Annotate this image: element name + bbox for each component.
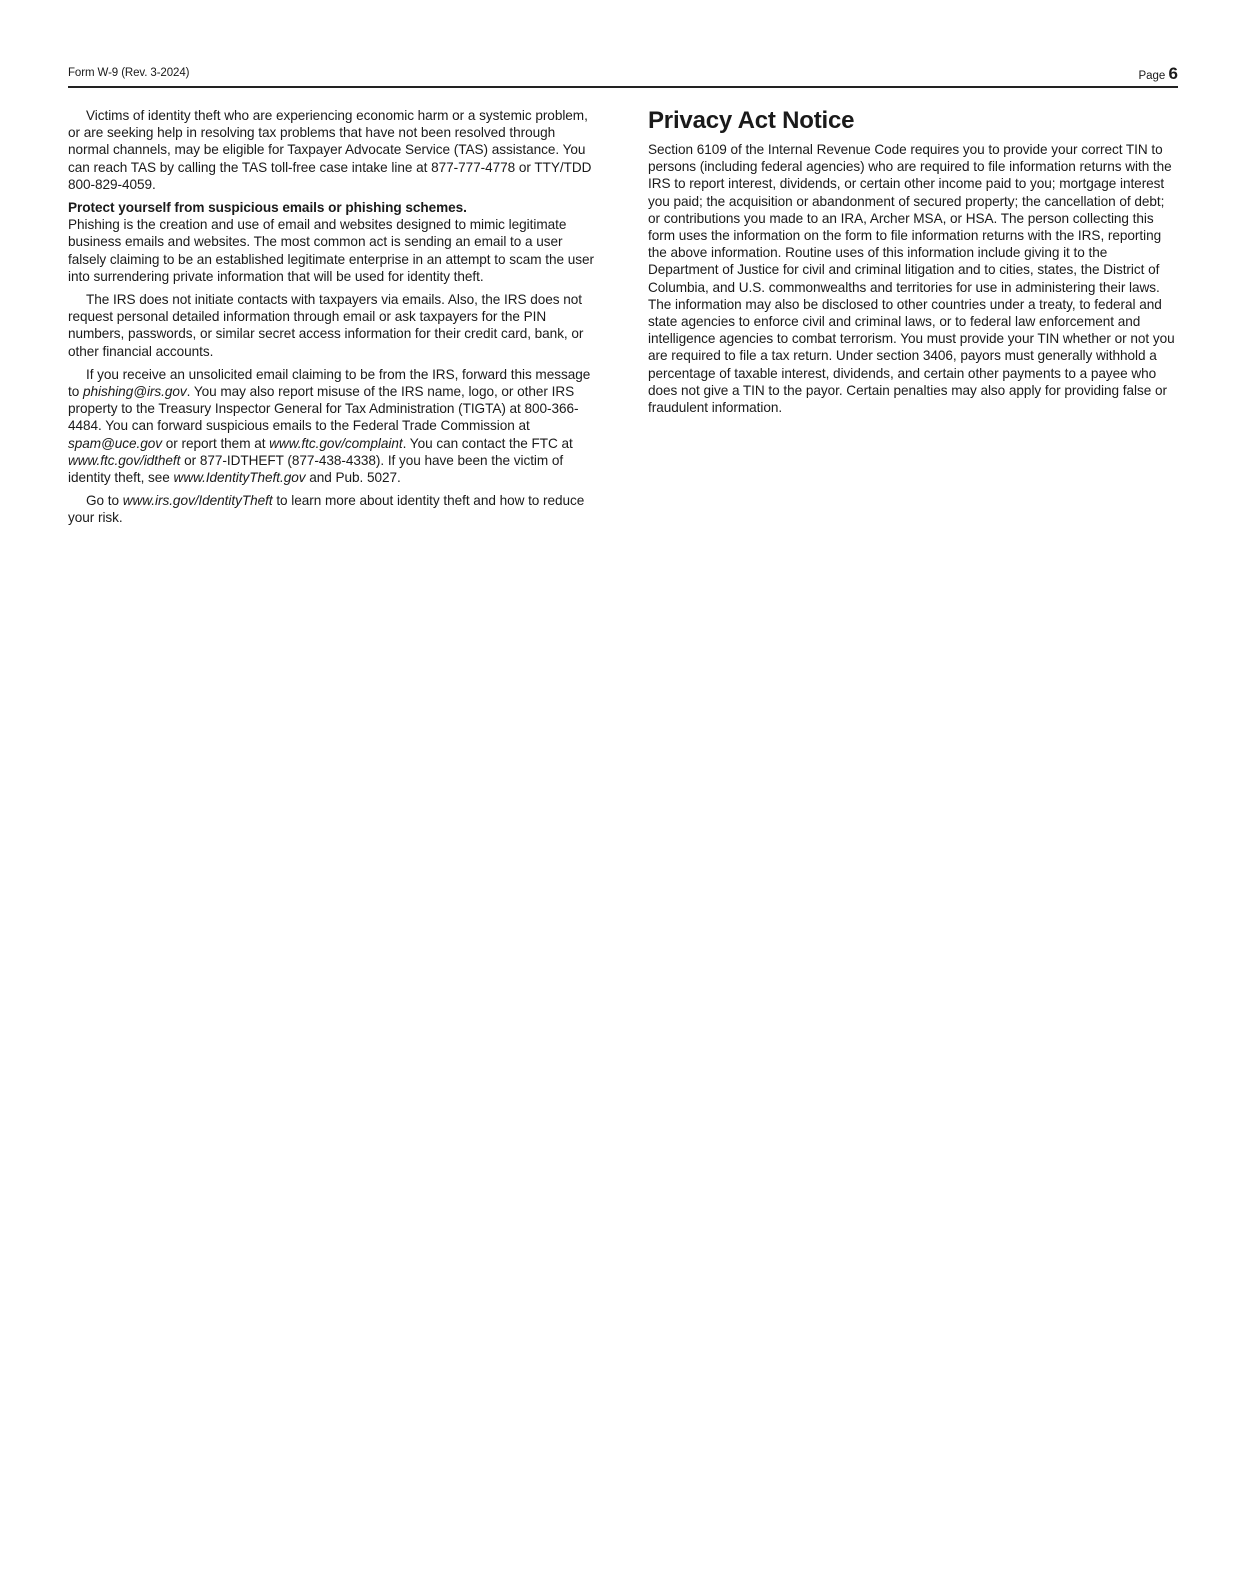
phishing-body: Phishing is the creation and use of email and websites designed to mimic legitimate business emails and websites. The most common act is sending an email to a user falsely claiming to be an established legitimate enterprise in an attempt to scam the user into surrendering private information that will be used for identity theft. — [68, 217, 594, 284]
report-text-5: or 877-IDTHEFT (877-438-4338). If you have been the victim of identity theft, see — [68, 452, 564, 486]
identitytheft-gov-link[interactable]: www.IdentityTheft.gov — [173, 470, 306, 486]
irs-identitytheft-link[interactable]: www.irs.gov/IdentityTheft — [122, 493, 273, 509]
phishing-heading: Protect yourself from suspicious emails or phishing schemes. — [68, 200, 467, 216]
phishing-paragraph — [68, 199, 600, 285]
page-number — [1138, 64, 1178, 84]
page-number-value: 6 — [1168, 64, 1178, 83]
report-text-1: If you receive an unsolicited email claiming to be from the IRS, forward this message to — [68, 366, 591, 400]
page-header — [68, 64, 1178, 88]
learn-more-text-2: to learn more about identity theft and how to reduce your risk. — [68, 493, 585, 526]
form-identifier: Form W-9 (Rev. 3-2024) — [68, 67, 190, 79]
spam-email-link[interactable]: spam@uce.gov — [68, 435, 163, 451]
report-paragraph — [68, 366, 600, 486]
left-column — [68, 107, 600, 533]
ftc-complaint-link[interactable]: www.ftc.gov/complaint — [269, 435, 403, 451]
page-label: Page — [1138, 70, 1166, 82]
privacy-act-title: Privacy Act Notice — [648, 107, 855, 134]
ftc-idtheft-link[interactable]: www.ftc.gov/idtheft — [68, 452, 181, 468]
tas-paragraph: Victims of identity theft who are experiencing economic harm or a systemic problem, or are seeking help in resolving tax problems that have not been resolved through normal channels, may be eligible for Taxpayer Advocate Service (TAS) assistance. You can reach TAS by calling the TAS toll-free case intake line at 877-777-4778 or TTY/TDD 800-829-4059. — [68, 108, 592, 192]
irs-contact-paragraph: The IRS does not initiate contacts with taxpayers via emails. Also, the IRS does not request personal detailed information through email or ask taxpayers for the PIN numbers, passwords, or similar secret access information for their credit card, bank, or other financial accounts. — [68, 292, 584, 359]
phishing-email-link[interactable]: phishing@irs.gov — [82, 384, 187, 400]
learn-more-paragraph — [68, 492, 600, 526]
learn-more-text-1: Go to — [86, 493, 123, 509]
report-text-3: or report them at — [162, 435, 270, 451]
report-text-4: . You can contact the FTC at — [402, 435, 573, 451]
report-text-2: . You may also report misuse of the IRS name, logo, or other IRS property to the Treasury Inspector General for Tax Administration (TIGTA) at 800-366-4484. You can forward suspicious emails to the Federal Trade Commission at — [68, 384, 579, 434]
privacy-act-body: Section 6109 of the Internal Revenue Code requires you to provide your correct TIN to persons (including federal agencies) who are required to file information returns with the IRS to report interest, dividends, or certain other income paid to you; mortgage interest you paid; the acquisition or abandonment of secured property; the cancellation of debt; or contributions you made to an IRA, Archer MSA, or HSA. The person collecting this form uses the information on the form to file information returns with the IRS, reporting the above information. Routine uses of this information include giving it to the Department of Justice for civil and criminal litigation and to cities, states, the District of Columbia, and U.S. commonwealths and territories for use in administering their laws. The information may also be disclosed to other countries under a treaty, to federal and state agencies to enforce civil and criminal laws, or to federal law enforcement and intelligence agencies to combat terrorism. You must provide your TIN whether or not you are required to file a tax return. Under section 3406, payors must generally withhold a percentage of taxable interest, dividends, and certain other payments to a payee who does not give a TIN to the payor. Certain penalties may also apply for providing false or fraudulent information. — [648, 142, 1175, 416]
right-column — [648, 107, 1180, 422]
report-text-6: and Pub. 5027. — [305, 470, 401, 486]
